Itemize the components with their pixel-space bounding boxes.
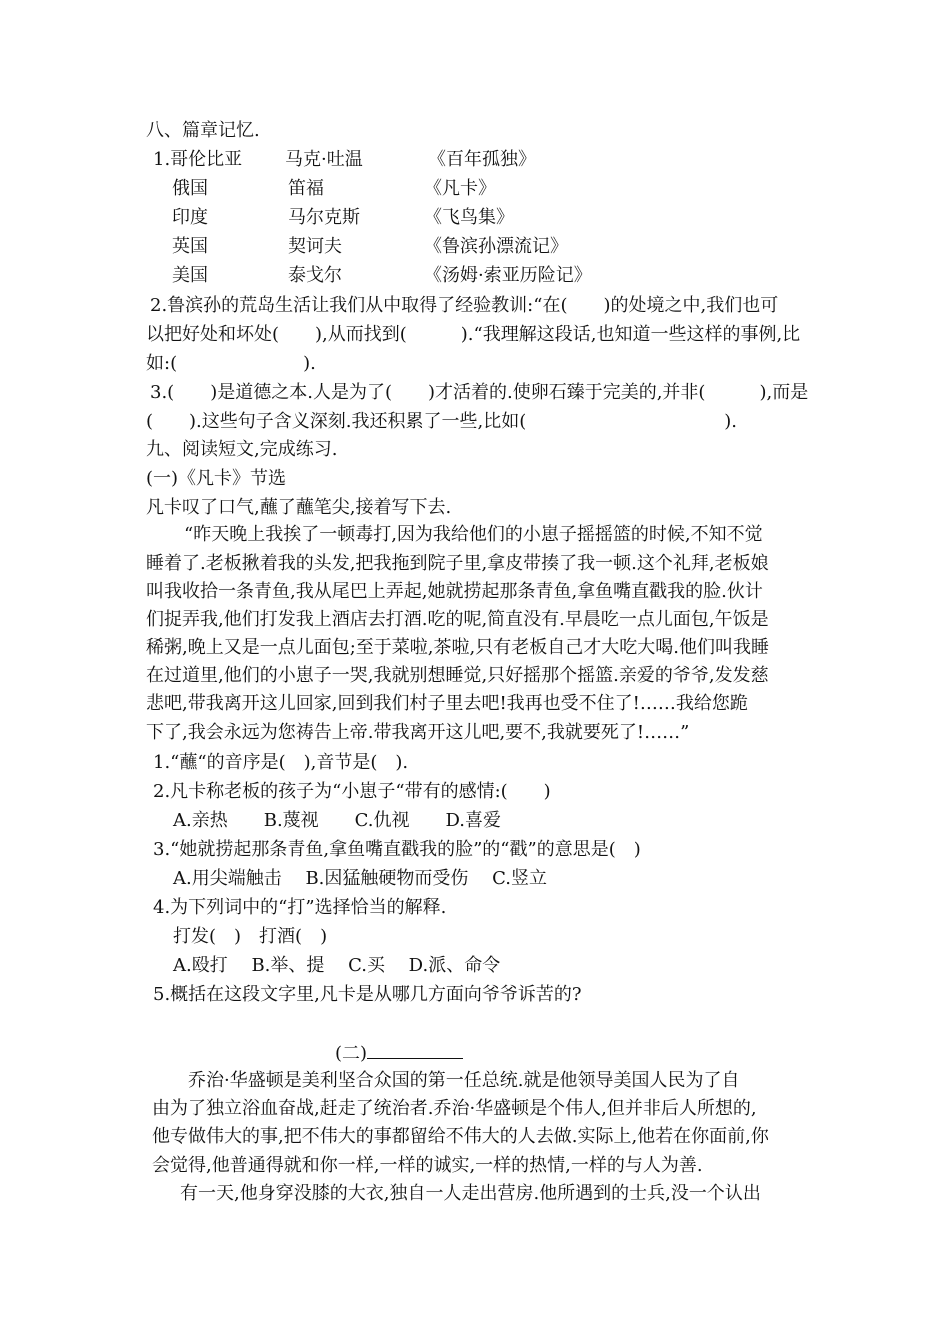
match-work: 《鲁滨孙漂流记》	[424, 236, 568, 257]
match-country: 俄国	[172, 178, 208, 199]
passage2-line: 由为了独立浴血奋战,赶走了统治者.乔治·华盛顿是个伟人,但并非后人所想的,	[152, 1098, 757, 1119]
match-author: 契诃夫	[288, 236, 342, 257]
match-work: 《凡卡》	[424, 178, 496, 199]
q3-line: 3.( )是道德之本.人是为了( )才活着的.使卵石臻于完美的,并非( ),而是	[150, 382, 809, 403]
passage-line: 睡着了.老板揪着我的头发,把我拖到院子里,拿皮带揍了我一顿.这个礼拜,老板娘	[146, 553, 769, 574]
match-country: 1.哥伦比亚	[153, 149, 243, 170]
answer-options: A.亲热 B.蔑视 C.仇视 D.喜爱	[173, 810, 502, 831]
question: 5.概括在这段文字里,凡卡是从哪几方面向爷爷诉苦的?	[153, 984, 582, 1005]
passage2-line: 乔治·华盛顿是美利坚合众国的第一任总统.就是他领导美国人民为了自	[188, 1070, 740, 1091]
passage2-line: 有一天,他身穿没膝的大衣,独自一人走出营房.他所遇到的士兵,没一个认出	[180, 1183, 761, 1204]
match-country: 美国	[172, 265, 208, 286]
match-author: 马克·吐温	[285, 149, 363, 170]
question: 1.“蘸“的音序是( ),音节是( ).	[153, 752, 409, 773]
match-work: 《汤姆·索亚历险记》	[424, 265, 592, 286]
answer-options: A.殴打 B.举、提 C.买 D.派、命令	[173, 955, 501, 976]
q2-line: 如:( ).	[146, 353, 316, 374]
match-author: 笛福	[288, 178, 324, 199]
passage-intro: 凡卡叹了口气,蘸了蘸笔尖,接着写下去.	[146, 497, 452, 518]
match-work: 《百年孤独》	[428, 149, 536, 170]
match-country: 印度	[172, 207, 208, 228]
question: 2.凡卡称老板的孩子为“小崽子“带有的感情:( )	[153, 781, 551, 802]
section8-heading: 八、篇章记忆.	[146, 120, 260, 141]
passage-line: 叫我收拾一条青鱼,我从尾巴上弄起,她就捞起那条青鱼,拿鱼嘴直戳我的脸.伙计	[146, 581, 763, 602]
q2-line: 以把好处和坏处( ),从而找到( ).“我理解这段话,也知道一些这样的事例,比	[146, 324, 801, 345]
passage-line: “昨天晚上我挨了一顿毒打,因为我给他们的小崽子摇摇篮的时候,不知不觉	[184, 524, 763, 545]
match-author: 泰戈尔	[288, 265, 342, 286]
match-author: 马尔克斯	[288, 207, 360, 228]
answer-options: A.用尖端触击 B.因猛触硬物而受伤 C.竖立	[173, 868, 547, 889]
q2-line: 2.鲁滨孙的荒岛生活让我们从中取得了经验教训:“在( )的处境之中,我们也可	[150, 295, 779, 316]
passage-line: 稀粥,晚上又是一点儿面包;至于菜啦,茶啦,只有老板自己才大吃大喝.他们叫我睡	[146, 637, 769, 658]
part2-title	[335, 1040, 463, 1066]
q3-line: ( ).这些句子含义深刻.我还积累了一些,比如( ).	[146, 411, 737, 432]
part1-title: (一)《凡卡》节选	[146, 468, 287, 489]
word-blanks: 打发( ) 打酒( )	[173, 926, 328, 947]
question: 3.“她就捞起那条青鱼,拿鱼嘴直戳我的脸”的“戳”的意思是( )	[153, 839, 641, 860]
section9-heading: 九、阅读短文,完成练习.	[146, 439, 338, 460]
title-blank	[367, 1040, 463, 1059]
passage-line: 在过道里,他们的小崽子一哭,我就别想睡觉,只好摇那个摇篮.亲爱的爷爷,发发慈	[146, 665, 769, 686]
part2-title-text: (二)	[335, 1043, 368, 1064]
question: 4.为下列词中的“打”选择恰当的解释.	[153, 897, 447, 918]
passage-line: 们捉弄我,他们打发我上酒店去打酒.吃的呢,简直没有.早晨吃一点儿面包,午饭是	[146, 609, 769, 630]
match-country: 英国	[172, 236, 208, 257]
passage2-line: 会觉得,他普通得就和你一样,一样的诚实,一样的热情,一样的与人为善.	[152, 1155, 703, 1176]
passage2-line: 他专做伟大的事,把不伟大的事都留给不伟大的人去做.实际上,他若在你面前,你	[152, 1126, 769, 1147]
passage-line: 下了,我会永远为您祷告上帝.带我离开这儿吧,要不,我就要死了!……”	[146, 722, 690, 743]
match-work: 《飞鸟集》	[424, 207, 514, 228]
passage-line: 悲吧,带我离开这儿回家,回到我们村子里去吧!我再也受不住了!……我给您跪	[146, 693, 748, 714]
